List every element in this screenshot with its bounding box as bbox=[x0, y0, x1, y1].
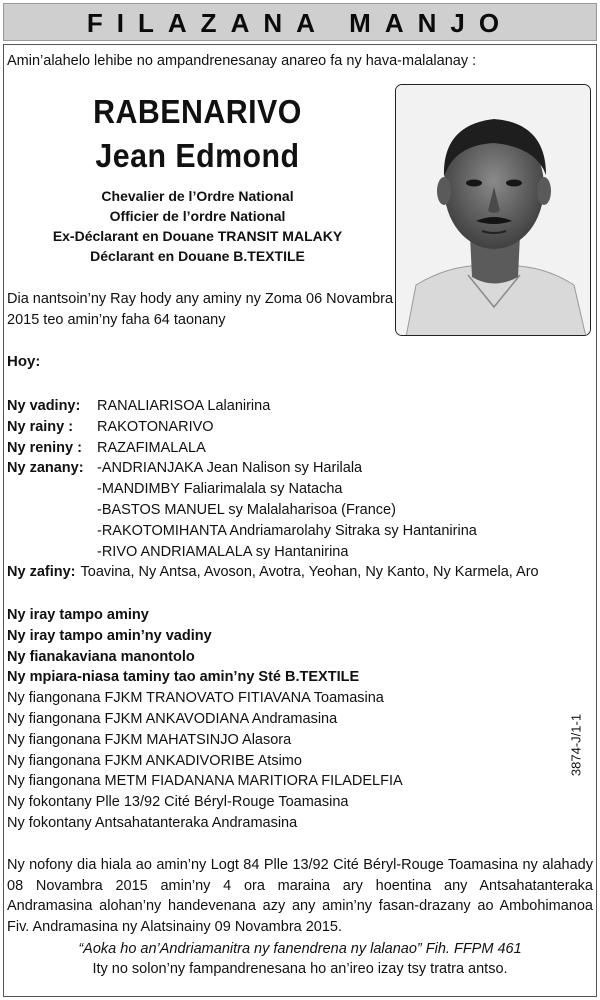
list-item: Ny iray tampo amin’ny vadiny bbox=[7, 627, 212, 644]
list-item: -MANDIMBY Faliarimalala sy Natacha bbox=[97, 481, 343, 498]
reference-code-text: 3874-J/1-1 bbox=[568, 713, 584, 777]
notice-title: FILAZANA MANJO bbox=[86, 8, 514, 38]
list-item: Ny fiangonana FJKM ANKADIVORIBE Atsimo bbox=[7, 752, 302, 769]
title-line: Ex-Déclarant en Douane TRANSIT MALAKY bbox=[52, 228, 343, 244]
list-item: -RIVO ANDRIAMALALA sy Hantanirina bbox=[97, 543, 349, 560]
list-item: -BASTOS MANUEL sy Malalaharisoa (France) bbox=[97, 501, 396, 518]
title-line: Déclarant en Douane B.TEXTILE bbox=[90, 248, 305, 264]
list-item: Ny fiangonana METM FIADANANA MARITIORA FILADELFIA bbox=[7, 773, 403, 790]
family-value: Toavina, Ny Antsa, Avoson, Avotra, Yeohan, Ny Kanto, Ny Karmela, Aro bbox=[80, 564, 539, 581]
family-row-mother bbox=[7, 438, 539, 459]
list-item: Ny mpiara-niasa taminy tao amin’ny Sté B.TEXTILE bbox=[7, 669, 360, 686]
family-value: RANALIARISOA Lalanirina bbox=[97, 398, 271, 414]
list-item: -ANDRIANJAKA Jean Nalison sy Harilala bbox=[97, 460, 363, 477]
title-line: Officier de l’ordre National bbox=[109, 208, 286, 224]
family-list bbox=[7, 396, 539, 583]
family-label: Ny rainy : bbox=[7, 418, 74, 435]
list-item: Ny fiangonana FJKM TRANOVATO FITIAVANA Toamasina bbox=[7, 690, 384, 707]
notice-header bbox=[3, 3, 597, 41]
hoy-label: Hoy: bbox=[7, 353, 41, 370]
scripture-quote: “Aoka ho an’Andriamanitra ny fanendrena ny lalanao” Fih. FFPM 461 bbox=[78, 941, 522, 957]
portrait-image bbox=[396, 85, 591, 336]
closing-note: Ity no solon’ny fampandrenesana ho an’ireo izay tsy tratra antso. bbox=[92, 961, 508, 977]
funeral-notice: Ny nofony dia hiala ao amin’ny Logt 84 Plle 13/92 Cité Béryl-Rouge Toamasina ny alahady 08 Novambra 2015 amin’ny 4 ora maraina ary hoentina any Antsahatanteraka Andramasina alohan’ny handevenana azy any amin’ny fasan-drazany ao Ambohimanoa Fiv. Andramasina ny Alatsinainy 09 Novambra 2015. bbox=[7, 857, 593, 935]
family-label: Ny reniny : bbox=[7, 439, 82, 456]
family-value: RAKOTONARIVO bbox=[97, 418, 214, 435]
family-value: RAZAFIMALALA bbox=[97, 439, 206, 456]
list-item: Ny fokontany Antsahatanteraka Andramasina bbox=[7, 814, 298, 831]
deceased-portrait-photo bbox=[395, 84, 591, 336]
deceased-first-name: Jean Edmond bbox=[95, 137, 300, 174]
deceased-last-name: RABENARIVO bbox=[93, 93, 302, 130]
reference-code bbox=[567, 710, 585, 780]
family-label: Ny vadiny: bbox=[7, 398, 81, 414]
list-item: Ny fiangonana FJKM ANKAVODIANA Andramasina bbox=[7, 710, 338, 727]
list-item: Ny fokontany Plle 13/92 Cité Béryl-Rouge Toamasina bbox=[7, 794, 349, 811]
family-row-grandchildren bbox=[7, 562, 539, 583]
list-item: Ny fianakaviana manontolo bbox=[7, 648, 195, 665]
family-label: Ny zanany: bbox=[7, 460, 84, 477]
family-label: Ny zafiny: bbox=[7, 564, 76, 581]
list-item: Ny iray tampo aminy bbox=[7, 607, 149, 623]
family-row-spouse bbox=[7, 396, 539, 417]
list-item: -RAKOTOMIHANTA Andriamarolahy Sitraka sy Hantanirina bbox=[97, 522, 477, 539]
intro-text: Amin’alahelo lehibe no ampandrenesanay anareo fa ny hava-malalanay : bbox=[7, 53, 477, 69]
deceased-titles bbox=[20, 186, 375, 266]
relations-list bbox=[7, 605, 403, 834]
family-row-father bbox=[7, 417, 539, 438]
list-item: Ny fiangonana FJKM MAHATSINJO Alasora bbox=[7, 731, 292, 748]
death-notice: Dia nantsoin’ny Ray hody any aminy ny Zoma 06 Novambra 2015 teo amin’ny faha 64 taonany bbox=[7, 291, 394, 328]
title-line: Chevalier de l’Ordre National bbox=[101, 188, 294, 204]
family-row-children bbox=[7, 458, 539, 562]
children-list bbox=[97, 458, 477, 562]
